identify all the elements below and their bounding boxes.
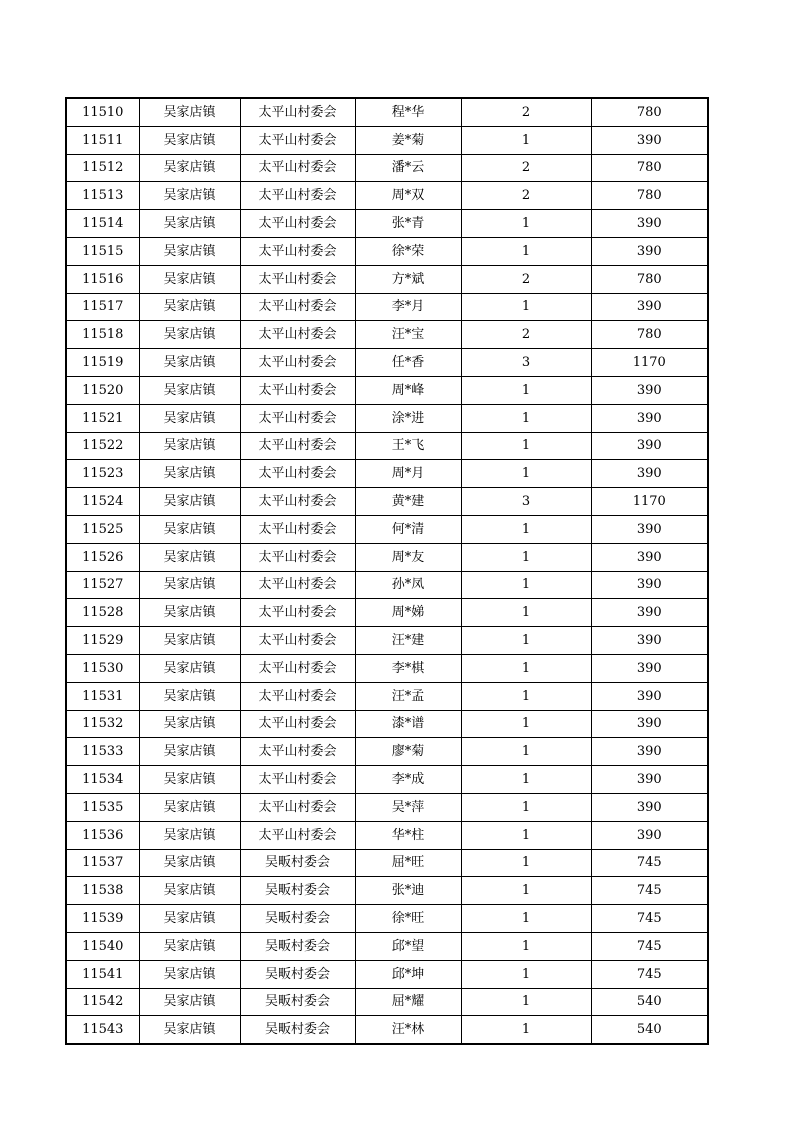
town-cell: 吴家店镇 — [139, 543, 240, 571]
amount-cell: 390 — [591, 293, 708, 321]
serial-number-cell: 11529 — [66, 627, 139, 655]
amount-cell: 390 — [591, 210, 708, 238]
village-committee-cell: 太平山村委会 — [240, 237, 355, 265]
town-cell: 吴家店镇 — [139, 237, 240, 265]
serial-number-cell: 11541 — [66, 960, 139, 988]
count-cell: 1 — [461, 126, 591, 154]
amount-cell: 540 — [591, 988, 708, 1016]
town-cell: 吴家店镇 — [139, 821, 240, 849]
serial-number-cell: 11521 — [66, 404, 139, 432]
table-row — [66, 571, 708, 599]
town-cell: 吴家店镇 — [139, 182, 240, 210]
table-row — [66, 515, 708, 543]
village-committee-cell: 太平山村委会 — [240, 126, 355, 154]
table-row — [66, 349, 708, 377]
serial-number-cell: 11510 — [66, 98, 139, 126]
count-cell: 1 — [461, 766, 591, 794]
masked-name-cell: 张*青 — [355, 210, 461, 238]
town-cell: 吴家店镇 — [139, 793, 240, 821]
village-committee-cell: 太平山村委会 — [240, 460, 355, 488]
masked-name-cell: 汪*建 — [355, 627, 461, 655]
table-row — [66, 599, 708, 627]
table-row — [66, 766, 708, 794]
table-row — [66, 543, 708, 571]
amount-cell: 540 — [591, 1016, 708, 1044]
masked-name-cell: 王*飞 — [355, 432, 461, 460]
count-cell: 1 — [461, 821, 591, 849]
masked-name-cell: 何*清 — [355, 515, 461, 543]
serial-number-cell: 11515 — [66, 237, 139, 265]
town-cell: 吴家店镇 — [139, 404, 240, 432]
masked-name-cell: 汪*林 — [355, 1016, 461, 1044]
serial-number-cell: 11536 — [66, 821, 139, 849]
count-cell: 2 — [461, 182, 591, 210]
serial-number-cell: 11516 — [66, 265, 139, 293]
table-row — [66, 960, 708, 988]
table-row — [66, 293, 708, 321]
table-row — [66, 321, 708, 349]
amount-cell: 390 — [591, 710, 708, 738]
count-cell: 1 — [461, 932, 591, 960]
serial-number-cell: 11525 — [66, 515, 139, 543]
amount-cell: 1170 — [591, 349, 708, 377]
village-committee-cell: 太平山村委会 — [240, 793, 355, 821]
serial-number-cell: 11532 — [66, 710, 139, 738]
amount-cell: 390 — [591, 376, 708, 404]
table-row — [66, 376, 708, 404]
village-committee-cell: 太平山村委会 — [240, 738, 355, 766]
serial-number-cell: 11537 — [66, 849, 139, 877]
amount-cell: 390 — [591, 571, 708, 599]
count-cell: 1 — [461, 988, 591, 1016]
serial-number-cell: 11530 — [66, 654, 139, 682]
count-cell: 1 — [461, 515, 591, 543]
table-row — [66, 432, 708, 460]
amount-cell: 390 — [591, 460, 708, 488]
count-cell: 2 — [461, 98, 591, 126]
table-row — [66, 905, 708, 933]
town-cell: 吴家店镇 — [139, 654, 240, 682]
village-committee-cell: 太平山村委会 — [240, 404, 355, 432]
amount-cell: 390 — [591, 682, 708, 710]
town-cell: 吴家店镇 — [139, 293, 240, 321]
serial-number-cell: 11522 — [66, 432, 139, 460]
table-row — [66, 738, 708, 766]
village-committee-cell: 太平山村委会 — [240, 349, 355, 377]
count-cell: 1 — [461, 627, 591, 655]
masked-name-cell: 漆*谱 — [355, 710, 461, 738]
serial-number-cell: 11535 — [66, 793, 139, 821]
amount-cell: 745 — [591, 932, 708, 960]
count-cell: 2 — [461, 265, 591, 293]
town-cell: 吴家店镇 — [139, 627, 240, 655]
village-committee-cell: 太平山村委会 — [240, 265, 355, 293]
town-cell: 吴家店镇 — [139, 98, 240, 126]
records-tbody — [66, 98, 708, 1044]
count-cell: 1 — [461, 905, 591, 933]
town-cell: 吴家店镇 — [139, 126, 240, 154]
table-row — [66, 821, 708, 849]
amount-cell: 390 — [591, 515, 708, 543]
town-cell: 吴家店镇 — [139, 376, 240, 404]
amount-cell: 390 — [591, 599, 708, 627]
village-committee-cell: 太平山村委会 — [240, 682, 355, 710]
count-cell: 1 — [461, 210, 591, 238]
town-cell: 吴家店镇 — [139, 877, 240, 905]
table-row — [66, 404, 708, 432]
masked-name-cell: 方*斌 — [355, 265, 461, 293]
town-cell: 吴家店镇 — [139, 515, 240, 543]
village-committee-cell: 太平山村委会 — [240, 432, 355, 460]
village-committee-cell: 吴畈村委会 — [240, 988, 355, 1016]
masked-name-cell: 李*成 — [355, 766, 461, 794]
masked-name-cell: 廖*菊 — [355, 738, 461, 766]
town-cell: 吴家店镇 — [139, 460, 240, 488]
village-committee-cell: 吴畈村委会 — [240, 1016, 355, 1044]
serial-number-cell: 11543 — [66, 1016, 139, 1044]
serial-number-cell: 11528 — [66, 599, 139, 627]
amount-cell: 390 — [591, 738, 708, 766]
serial-number-cell: 11513 — [66, 182, 139, 210]
village-committee-cell: 太平山村委会 — [240, 627, 355, 655]
table-row — [66, 793, 708, 821]
town-cell: 吴家店镇 — [139, 488, 240, 516]
amount-cell: 390 — [591, 543, 708, 571]
town-cell: 吴家店镇 — [139, 265, 240, 293]
count-cell: 1 — [461, 877, 591, 905]
records-table — [65, 97, 709, 1045]
village-committee-cell: 太平山村委会 — [240, 154, 355, 182]
count-cell: 1 — [461, 960, 591, 988]
village-committee-cell: 太平山村委会 — [240, 654, 355, 682]
masked-name-cell: 李*月 — [355, 293, 461, 321]
masked-name-cell: 孙*凤 — [355, 571, 461, 599]
village-committee-cell: 太平山村委会 — [240, 210, 355, 238]
amount-cell: 390 — [591, 821, 708, 849]
count-cell: 1 — [461, 432, 591, 460]
town-cell: 吴家店镇 — [139, 154, 240, 182]
village-committee-cell: 太平山村委会 — [240, 599, 355, 627]
table-row — [66, 932, 708, 960]
town-cell: 吴家店镇 — [139, 988, 240, 1016]
amount-cell: 390 — [591, 432, 708, 460]
amount-cell: 390 — [591, 404, 708, 432]
masked-name-cell: 姜*菊 — [355, 126, 461, 154]
serial-number-cell: 11523 — [66, 460, 139, 488]
village-committee-cell: 太平山村委会 — [240, 571, 355, 599]
table-row — [66, 1016, 708, 1044]
village-committee-cell: 吴畈村委会 — [240, 877, 355, 905]
masked-name-cell: 程*华 — [355, 98, 461, 126]
table-row — [66, 849, 708, 877]
masked-name-cell: 屈*旺 — [355, 849, 461, 877]
serial-number-cell: 11524 — [66, 488, 139, 516]
masked-name-cell: 黄*建 — [355, 488, 461, 516]
masked-name-cell: 徐*荣 — [355, 237, 461, 265]
amount-cell: 745 — [591, 849, 708, 877]
amount-cell: 390 — [591, 654, 708, 682]
serial-number-cell: 11519 — [66, 349, 139, 377]
masked-name-cell: 周*峰 — [355, 376, 461, 404]
count-cell: 1 — [461, 404, 591, 432]
masked-name-cell: 周*双 — [355, 182, 461, 210]
table-row — [66, 627, 708, 655]
village-committee-cell: 吴畈村委会 — [240, 932, 355, 960]
count-cell: 1 — [461, 849, 591, 877]
count-cell: 3 — [461, 349, 591, 377]
serial-number-cell: 11527 — [66, 571, 139, 599]
masked-name-cell: 周*娣 — [355, 599, 461, 627]
town-cell: 吴家店镇 — [139, 1016, 240, 1044]
table-row — [66, 182, 708, 210]
town-cell: 吴家店镇 — [139, 432, 240, 460]
table-row — [66, 126, 708, 154]
table-row — [66, 460, 708, 488]
count-cell: 2 — [461, 321, 591, 349]
amount-cell: 390 — [591, 627, 708, 655]
serial-number-cell: 11512 — [66, 154, 139, 182]
count-cell: 1 — [461, 710, 591, 738]
amount-cell: 390 — [591, 766, 708, 794]
table-row — [66, 237, 708, 265]
amount-cell: 390 — [591, 793, 708, 821]
count-cell: 1 — [461, 654, 591, 682]
masked-name-cell: 徐*旺 — [355, 905, 461, 933]
masked-name-cell: 汪*宝 — [355, 321, 461, 349]
serial-number-cell: 11531 — [66, 682, 139, 710]
amount-cell: 780 — [591, 182, 708, 210]
serial-number-cell: 11533 — [66, 738, 139, 766]
masked-name-cell: 李*棋 — [355, 654, 461, 682]
table-row — [66, 210, 708, 238]
masked-name-cell: 邱*坤 — [355, 960, 461, 988]
serial-number-cell: 11534 — [66, 766, 139, 794]
count-cell: 1 — [461, 1016, 591, 1044]
count-cell: 1 — [461, 682, 591, 710]
village-committee-cell: 太平山村委会 — [240, 766, 355, 794]
masked-name-cell: 任*香 — [355, 349, 461, 377]
table-row — [66, 682, 708, 710]
village-committee-cell: 太平山村委会 — [240, 543, 355, 571]
table-row — [66, 488, 708, 516]
village-committee-cell: 太平山村委会 — [240, 488, 355, 516]
table-row — [66, 98, 708, 126]
table-row — [66, 710, 708, 738]
table-row — [66, 154, 708, 182]
village-committee-cell: 吴畈村委会 — [240, 849, 355, 877]
village-committee-cell: 太平山村委会 — [240, 182, 355, 210]
masked-name-cell: 潘*云 — [355, 154, 461, 182]
serial-number-cell: 11526 — [66, 543, 139, 571]
count-cell: 1 — [461, 293, 591, 321]
count-cell: 1 — [461, 376, 591, 404]
town-cell: 吴家店镇 — [139, 905, 240, 933]
count-cell: 1 — [461, 738, 591, 766]
table-row — [66, 654, 708, 682]
count-cell: 1 — [461, 793, 591, 821]
count-cell: 3 — [461, 488, 591, 516]
town-cell: 吴家店镇 — [139, 210, 240, 238]
amount-cell: 780 — [591, 154, 708, 182]
serial-number-cell: 11518 — [66, 321, 139, 349]
amount-cell: 745 — [591, 960, 708, 988]
amount-cell: 390 — [591, 237, 708, 265]
serial-number-cell: 11520 — [66, 376, 139, 404]
town-cell: 吴家店镇 — [139, 349, 240, 377]
village-committee-cell: 太平山村委会 — [240, 710, 355, 738]
count-cell: 1 — [461, 543, 591, 571]
count-cell: 1 — [461, 237, 591, 265]
village-committee-cell: 太平山村委会 — [240, 821, 355, 849]
village-committee-cell: 太平山村委会 — [240, 293, 355, 321]
masked-name-cell: 吴*萍 — [355, 793, 461, 821]
amount-cell: 745 — [591, 877, 708, 905]
masked-name-cell: 邱*望 — [355, 932, 461, 960]
village-committee-cell: 吴畈村委会 — [240, 905, 355, 933]
amount-cell: 780 — [591, 265, 708, 293]
count-cell: 1 — [461, 599, 591, 627]
serial-number-cell: 11517 — [66, 293, 139, 321]
town-cell: 吴家店镇 — [139, 849, 240, 877]
masked-name-cell: 周*友 — [355, 543, 461, 571]
amount-cell: 390 — [591, 126, 708, 154]
table-row — [66, 988, 708, 1016]
village-committee-cell: 太平山村委会 — [240, 98, 355, 126]
amount-cell: 780 — [591, 98, 708, 126]
count-cell: 1 — [461, 460, 591, 488]
masked-name-cell: 汪*孟 — [355, 682, 461, 710]
village-committee-cell: 太平山村委会 — [240, 515, 355, 543]
masked-name-cell: 张*迪 — [355, 877, 461, 905]
amount-cell: 780 — [591, 321, 708, 349]
serial-number-cell: 11511 — [66, 126, 139, 154]
village-committee-cell: 太平山村委会 — [240, 376, 355, 404]
masked-name-cell: 涂*进 — [355, 404, 461, 432]
amount-cell: 745 — [591, 905, 708, 933]
town-cell: 吴家店镇 — [139, 321, 240, 349]
serial-number-cell: 11542 — [66, 988, 139, 1016]
town-cell: 吴家店镇 — [139, 682, 240, 710]
serial-number-cell: 11514 — [66, 210, 139, 238]
masked-name-cell: 华*柱 — [355, 821, 461, 849]
masked-name-cell: 周*月 — [355, 460, 461, 488]
count-cell: 2 — [461, 154, 591, 182]
table-row — [66, 877, 708, 905]
town-cell: 吴家店镇 — [139, 766, 240, 794]
table-row — [66, 265, 708, 293]
town-cell: 吴家店镇 — [139, 738, 240, 766]
amount-cell: 1170 — [591, 488, 708, 516]
serial-number-cell: 11539 — [66, 905, 139, 933]
town-cell: 吴家店镇 — [139, 710, 240, 738]
village-committee-cell: 吴畈村委会 — [240, 960, 355, 988]
masked-name-cell: 屈*耀 — [355, 988, 461, 1016]
village-committee-cell: 太平山村委会 — [240, 321, 355, 349]
town-cell: 吴家店镇 — [139, 571, 240, 599]
town-cell: 吴家店镇 — [139, 599, 240, 627]
serial-number-cell: 11540 — [66, 932, 139, 960]
town-cell: 吴家店镇 — [139, 932, 240, 960]
town-cell: 吴家店镇 — [139, 960, 240, 988]
serial-number-cell: 11538 — [66, 877, 139, 905]
count-cell: 1 — [461, 571, 591, 599]
